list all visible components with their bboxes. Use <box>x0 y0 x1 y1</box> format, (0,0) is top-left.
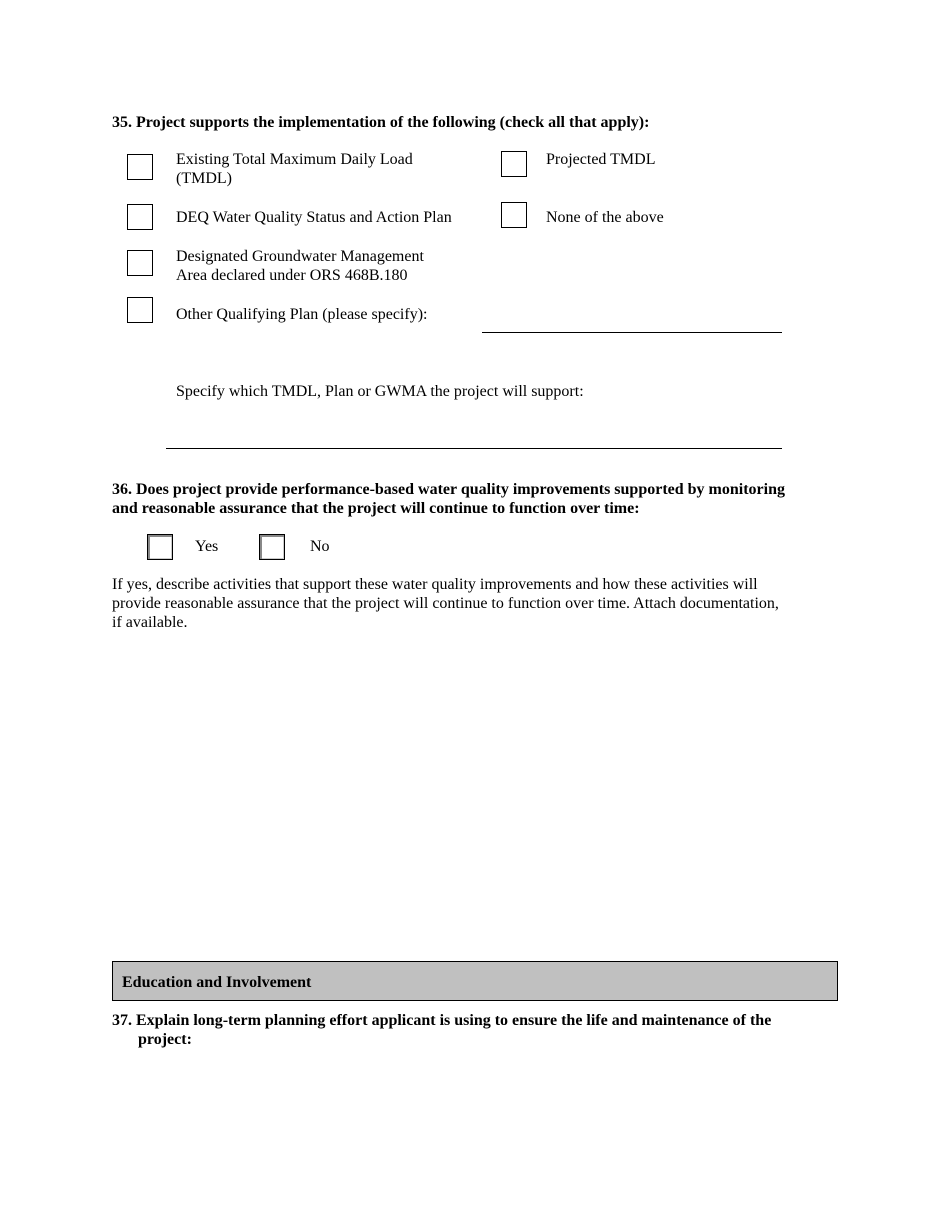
q35-heading: 35. Project supports the implementation of the following (check all that apply): <box>112 114 650 131</box>
specify-label: Specify which TMDL, Plan or GWMA the project will support: <box>176 383 584 400</box>
section-header <box>112 961 838 1001</box>
deq-plan-label: DEQ Water Quality Status and Action Plan <box>176 209 452 226</box>
section-title: Education and Involvement <box>122 974 312 991</box>
existing-tmdl-checkbox[interactable] <box>127 154 153 180</box>
none-of-above-label: None of the above <box>546 209 664 226</box>
yes-label: Yes <box>195 538 219 555</box>
q36-heading: 36. Does project provide performance-based water quality improvements supported by monitoring and reasonable assurance that the project will continue to function over time: <box>112 481 785 517</box>
other-plan-checkbox[interactable] <box>127 297 153 323</box>
deq-plan-checkbox[interactable] <box>127 204 153 230</box>
q36-instructions: If yes, describe activities that support these water quality improvements and how these activities will provide reasonable assurance that the project will continue to function over time. Attach documentation, if available. <box>112 576 779 631</box>
other-plan-input-line[interactable] <box>482 332 782 333</box>
q37-heading: 37. Explain long-term planning effort applicant is using to ensure the life and maintenance of the project: <box>112 1012 772 1048</box>
other-plan-label: Other Qualifying Plan (please specify): <box>176 306 428 323</box>
no-checkbox[interactable] <box>259 534 285 560</box>
projected-tmdl-label: Projected TMDL <box>546 151 656 168</box>
specify-input-line[interactable] <box>166 448 782 449</box>
gwma-label: Designated Groundwater Management Area declared under ORS 468B.180 <box>176 248 424 284</box>
projected-tmdl-checkbox[interactable] <box>501 151 527 177</box>
existing-tmdl-label: Existing Total Maximum Daily Load (TMDL) <box>176 151 413 187</box>
no-label: No <box>310 538 330 555</box>
gwma-checkbox[interactable] <box>127 250 153 276</box>
none-of-above-checkbox[interactable] <box>501 202 527 228</box>
yes-checkbox[interactable] <box>147 534 173 560</box>
